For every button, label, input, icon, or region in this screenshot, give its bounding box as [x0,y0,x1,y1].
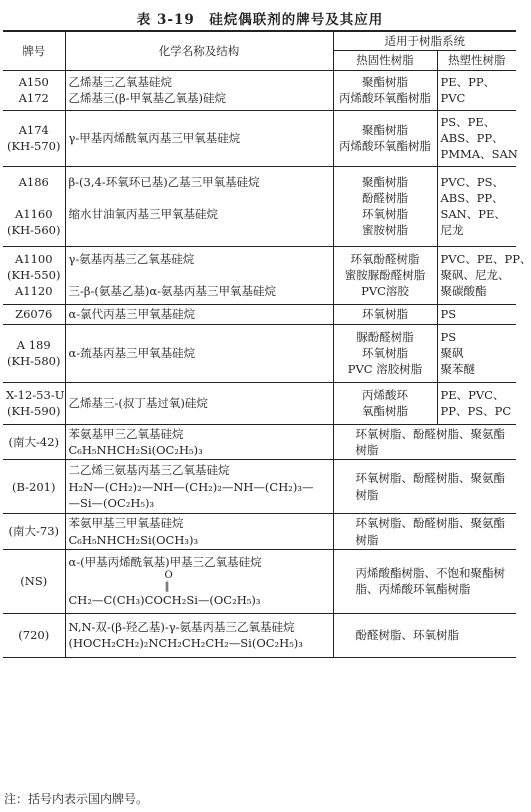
cell-name [65,324,333,382]
cell-code [3,460,65,514]
cell-thermoplastic-line: PP、PS、PC [440,404,512,419]
cell-thermoset-line: PVC溶胶 [361,284,409,299]
cell-code [3,246,65,304]
cell-thermoset [333,246,437,304]
cell-applicable-resins [333,613,516,657]
cell-thermoplastic-line: 尼龙 [440,223,464,238]
cell-name-line [69,222,330,238]
applicable-resins-text: 环氧树脂、酚醛树脂、聚氨酯树脂 [355,426,505,457]
table-row [3,460,516,514]
table-row [3,166,516,246]
cell-thermoset-line: 聚酯树脂 [362,74,408,89]
cell-thermoset [333,324,437,382]
cell-thermoplastic-line: PVC [440,91,466,106]
cell-thermoset [333,70,437,110]
header-thermoplastic: 热塑性树脂 [437,51,516,70]
cell-name [65,424,333,460]
cell-code-line: (KH-560) [7,223,61,238]
cell-thermoplastic-line: PS [440,329,457,344]
cell-thermoplastic [437,304,516,324]
cell-thermoset-line: 脲酚醛树脂 [356,329,414,344]
table-row [3,246,516,304]
table-row [3,382,516,424]
cell-applicable-resins [333,549,516,613]
cell-name-line: —Si—(OC₂H₅)₃ [68,495,155,510]
cell-name-line: 乙烯基三乙氧基硅烷 [68,74,172,89]
cell-name [65,70,333,110]
cell-name [65,613,333,657]
cell-code-line: (NS) [20,574,48,589]
cell-code [3,304,65,324]
cell-thermoplastic [437,70,516,110]
cell-name-line: 缩水甘油氧丙基三甲氧基硅烷 [68,207,218,222]
cell-code-line: (南大-73) [8,524,59,539]
cell-applicable-resins [333,424,516,460]
header-name: 化学名称及结构 [65,31,333,70]
cell-thermoset-line: 蜜胺脲酚醛树脂 [344,267,426,282]
cell-name [65,110,333,166]
cell-name [65,460,333,514]
cell-code-line: (KH-590) [7,404,61,419]
cell-code-line: A172 [18,91,49,106]
cell-thermoset-line: 聚酯树脂 [362,174,408,189]
cell-code [3,70,65,110]
cell-code [3,424,65,460]
table-body [3,70,531,657]
cell-code-line: A186 [18,174,49,189]
cell-code [3,382,65,424]
cell-code [3,324,65,382]
table-title: 表 3-19 硅烷偶联剂的牌号及其应用 [136,12,384,28]
cell-name-line: α-氯代丙基三甲氧基硅烷 [68,306,196,321]
cell-name-line [69,267,330,283]
cell-code [3,110,65,166]
table-row [3,110,516,166]
cell-code [3,613,65,657]
cell-thermoset [333,382,437,424]
applicable-resins-text: 丙烯酸酯树脂、不饱和聚酯树脂、丙烯酸环氧酯树脂 [355,566,505,597]
cell-thermoplastic-line: ABS、PP、 [440,190,504,205]
table-row [3,424,516,460]
cell-thermoplastic-line: 聚砜、尼龙、 [440,267,510,282]
cell-name-line: O [164,570,173,582]
applicable-resins-text: 环氧树脂、酚醛树脂、聚氨酯树脂 [355,471,505,502]
table-row [3,549,516,613]
cell-name [65,549,333,613]
cell-thermoset [333,304,437,324]
applicable-resins-text: 酚醛树脂、环氧树脂 [355,628,459,643]
cell-code [3,514,65,550]
cell-name-line: α-巯基丙基三甲氧基硅烷 [68,345,196,360]
cell-name-line: γ-甲基丙烯酰氧丙基三甲氧基硅烷 [68,130,241,145]
cell-thermoplastic-line: 聚碳酸酯 [440,284,487,299]
cell-name-line: C₆H₅NHCH₂Si(OC₂H₅)₃ [68,442,203,457]
cell-thermoplastic [437,246,531,304]
cell-thermoplastic-line: PS、PE、 [440,114,496,129]
cell-name-line: N,N-双-(β-羟乙基)-γ-氨基丙基三乙氧基硅烷 [68,620,295,635]
cell-thermoset-line: PVC 溶胶树脂 [347,362,423,377]
cell-name-line: C₆H₅NHCH₂Si(OCH₃)₃ [68,532,199,547]
cell-thermoplastic-line: ABS、PP、 [440,130,504,145]
cell-thermoset-line: 酚醛树脂 [362,190,408,205]
cell-name-line: 三-β-(氨基乙基)α-氨基丙基三甲氧基硅烷 [68,284,277,299]
cell-name-line: 苯氨基甲三乙氧基硅烷 [68,426,184,441]
cell-name-line: (HOCH₂CH₂)₂NCH₂CH₂CH₂—Si(OC₂H₅)₃ [68,636,303,651]
table-row [3,613,516,657]
cell-thermoset-line: 丙烯酸环氧酯树脂 [339,139,431,154]
cell-thermoset [333,166,437,246]
cell-name-line: CH₂—C(CH₃)COCH₂Si—(OC₂H₅)₃ [68,593,261,608]
cell-name [65,166,333,246]
cell-code-line: A1100 [14,251,53,266]
header-applicable: 适用于树脂系统 [333,31,516,51]
cell-name-line: 二乙烯三氨基丙基三乙氧基硅烷 [68,463,230,478]
cell-thermoset-line: 环氧树脂 [362,306,408,321]
cell-thermoplastic-line: SAN、PE、 [440,207,506,222]
cell-thermoset-line: 丙烯酸环氧酯树脂 [339,91,431,106]
cell-thermoset-line: 氧酯树脂 [362,404,408,419]
cell-name [65,514,333,550]
cell-name-line: β-(3,4-环氧环已基)乙基三甲氧基硅烷 [68,174,260,189]
applicable-resins-text: 环氧树脂、酚醛树脂、聚氨酯树脂 [355,516,505,547]
cell-name [65,246,333,304]
table-row [3,304,516,324]
cell-code-line: (KH-550) [7,267,61,282]
cell-code-line: A174 [18,122,49,137]
cell-name-line: ‖ [164,581,170,593]
cell-applicable-resins [333,460,516,514]
cell-thermoplastic-line: 聚苯醚 [440,362,475,377]
header-code: 牌号 [3,31,65,70]
cell-code-line: (B-201) [12,479,56,494]
cell-name [65,382,333,424]
cell-name-line: γ-氨基丙基三乙氧基硅烷 [68,251,195,266]
cell-thermoplastic-line: PE、PVC、 [440,387,505,402]
cell-name-line [69,190,330,206]
cell-code-line: (KH-580) [7,354,61,369]
cell-code [3,166,65,246]
table-row [3,514,516,550]
cell-code-line: A 189 [16,337,51,352]
cell-applicable-resins [333,514,516,550]
silane-coupling-agent-table [3,30,531,658]
cell-name-line: H₂N—(CH₂)₂—NH—(CH₂)₂—NH—(CH₂)₃— [68,479,314,494]
cell-thermoset-line: 丙烯酸环 [362,387,408,402]
cell-thermoset-line: 环氧酚醛树脂 [350,251,420,266]
cell-code-line: (720) [18,628,50,643]
cell-thermoplastic [437,110,516,166]
cell-code-line: X-12-53-U [6,387,65,402]
cell-thermoplastic [437,324,516,382]
cell-thermoset-line: 环氧树脂 [362,207,408,222]
cell-thermoset-line: 聚酯树脂 [362,122,408,137]
cell-thermoplastic [437,166,516,246]
table-row [3,70,516,110]
cell-name-line: 乙烯基三(β-甲氧基乙氧基)硅烷 [68,91,227,106]
cell-thermoset-line: 蜜胺树脂 [362,223,408,238]
cell-code-line: A1120 [14,284,53,299]
cell-code [3,549,65,613]
cell-thermoset [333,110,437,166]
cell-code-line: A150 [18,74,49,89]
cell-code-line [6,190,62,206]
cell-code-line: Z6076 [15,306,53,321]
cell-name-line: 乙烯基三-(叔丁基过氧)硅烷 [68,395,208,410]
cell-thermoset-line: 环氧树脂 [362,345,408,360]
table-row [3,324,516,382]
cell-name-line: 苯氨甲基三甲氧基硅烷 [68,516,184,531]
cell-code-line: (南大-42) [8,434,59,449]
cell-thermoplastic [437,382,516,424]
table-note: 注：括号内表示国内牌号。 [4,792,149,806]
cell-name [65,304,333,324]
cell-thermoplastic-line: 聚砜 [440,345,464,360]
cell-thermoplastic-line: PVC、PE、PP、 [440,251,531,266]
cell-code-line: (KH-570) [7,139,61,154]
cell-thermoplastic-line: PMMA、SAN [440,147,518,162]
cell-thermoplastic-line: PE、PP、 [440,74,496,89]
cell-code-line: A1160 [14,207,53,222]
cell-name-line: α-(甲基丙烯酰氧基)甲基三乙氧基硅烷 [68,555,262,570]
cell-thermoplastic-line: PVC、PS、 [440,174,504,189]
cell-thermoplastic-line: PS [440,306,457,321]
header-thermoset: 热固性树脂 [333,51,437,70]
